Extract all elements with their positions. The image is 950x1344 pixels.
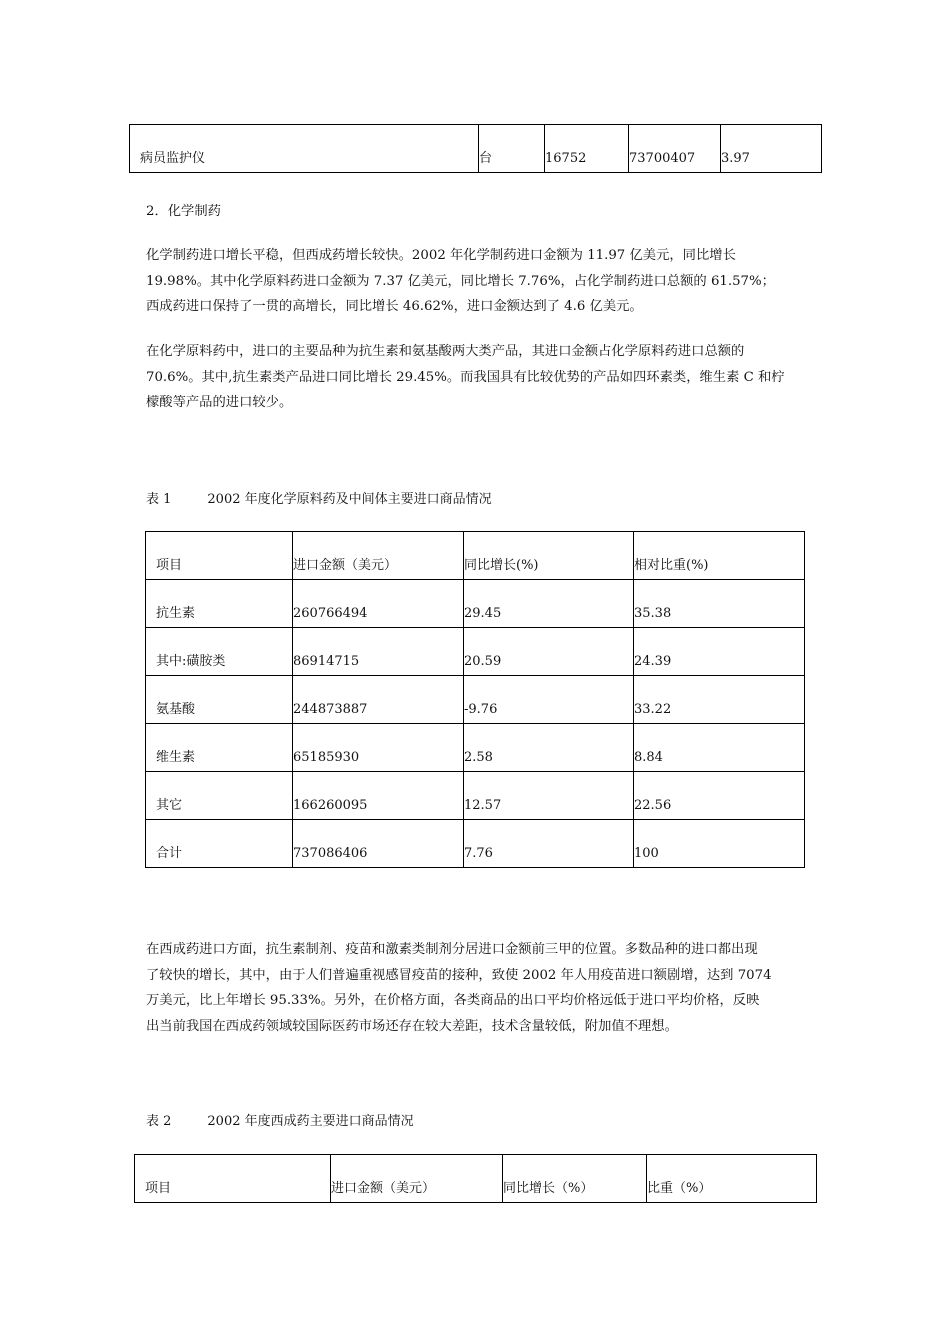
text-line: 在化学原料药中，进口的主要品种为抗生素和氨基酸两大类产品，其进口金额占化学原料药进口总额的	[146, 344, 745, 359]
text-line: 在西成药进口方面，抗生素制剂、疫苗和激素类制剂分居进口金额前三甲的位置。多数品种的进口都出现	[146, 942, 758, 957]
table-label: 表 1	[146, 492, 172, 507]
text-line: 19.98%。其中化学原料药进口金额为 7.37 亿美元，同比增长 7.76%，占化学制药进口总额的 61.57%；	[146, 273, 775, 289]
column-header: 进口金额（美元）	[293, 532, 464, 580]
table-label: 表 2	[146, 1114, 172, 1129]
table-cell: 260766494	[293, 580, 464, 628]
paragraph	[146, 243, 806, 320]
column-header: 进口金额（美元）	[331, 1155, 503, 1203]
table-cell: 氨基酸	[146, 676, 293, 724]
column-header: 同比增长(%)	[464, 532, 634, 580]
table-header-row	[135, 1155, 817, 1203]
table-cell: 65185930	[293, 724, 464, 772]
paragraph	[146, 339, 806, 416]
table-cell: 病员监护仪	[130, 125, 479, 173]
table-cell: 合计	[146, 820, 293, 868]
table-cell: 24.39	[634, 628, 805, 676]
column-header: 比重（%）	[647, 1155, 817, 1203]
table-cell: 29.45	[464, 580, 634, 628]
table-cell: 86914715	[293, 628, 464, 676]
table-cell: 35.38	[634, 580, 805, 628]
table-cell: 737086406	[293, 820, 464, 868]
table-cell: 8.84	[634, 724, 805, 772]
table-row	[146, 724, 805, 772]
column-header: 相对比重(%)	[634, 532, 805, 580]
column-header: 同比增长（%）	[503, 1155, 647, 1203]
text-line: 西成药进口保持了一贯的高增长，同比增长 46.62%，进口金额达到了 4.6 亿美元。	[146, 299, 643, 314]
text-line: 檬酸等产品的进口较少。	[146, 395, 293, 410]
table-row	[130, 125, 822, 173]
column-header: 项目	[135, 1155, 331, 1203]
table-cell: 20.59	[464, 628, 634, 676]
table-cell: 166260095	[293, 772, 464, 820]
import-table-2	[134, 1154, 817, 1203]
text-line: 了较快的增长，其中，由于人们普遍重视感冒疫苗的接种，致使 2002 年人用疫苗进口额剧增，达到 7074	[146, 967, 772, 983]
column-header: 项目	[146, 532, 293, 580]
table-row	[146, 772, 805, 820]
table-cell: 244873887	[293, 676, 464, 724]
table-row	[146, 676, 805, 724]
table-cell: 其中:磺胺类	[146, 628, 293, 676]
table-header-row	[146, 532, 805, 580]
table-cell: 100	[634, 820, 805, 868]
table-caption	[146, 1110, 414, 1129]
table-cell: 3.97	[721, 125, 822, 173]
table-cell: 其它	[146, 772, 293, 820]
table-caption	[146, 488, 492, 507]
table-cell: 抗生素	[146, 580, 293, 628]
table-cell: 7.76	[464, 820, 634, 868]
text-line: 化学制药进口增长平稳，但西成药增长较快。2002 年化学制药进口金额为 11.97 亿美元，同比增长	[146, 248, 736, 263]
table-cell: 2.58	[464, 724, 634, 772]
table-cell: 台	[479, 125, 545, 173]
text-line: 万美元，比上年增长 95.33%。另外，在价格方面，各类商品的出口平均价格远低于进口平均价格，反映	[146, 993, 760, 1008]
table-row	[146, 820, 805, 868]
table-title: 2002 年度化学原料药及中间体主要进口商品情况	[207, 492, 492, 507]
section-heading: 2．化学制药	[146, 204, 221, 219]
table-title: 2002 年度西成药主要进口商品情况	[207, 1114, 414, 1129]
table-cell: 12.57	[464, 772, 634, 820]
table-row	[146, 628, 805, 676]
text-line: 出当前我国在西成药领域较国际医药市场还存在较大差距，技术含量较低，附加值不理想。	[146, 1018, 678, 1034]
table-cell: 22.56	[634, 772, 805, 820]
table-cell: 33.22	[634, 676, 805, 724]
table-cell: 73700407	[629, 125, 721, 173]
import-table-1	[145, 531, 805, 868]
table-cell: -9.76	[464, 676, 634, 724]
text-line: 70.6%。其中,抗生素类产品进口同比增长 29.45%。而我国具有比较优势的产品如四环素类，维生素 C 和柠	[146, 369, 785, 385]
table-cell: 16752	[545, 125, 629, 173]
paragraph	[146, 937, 806, 1039]
table-cell: 维生素	[146, 724, 293, 772]
top-table	[129, 124, 822, 173]
table-row	[146, 580, 805, 628]
